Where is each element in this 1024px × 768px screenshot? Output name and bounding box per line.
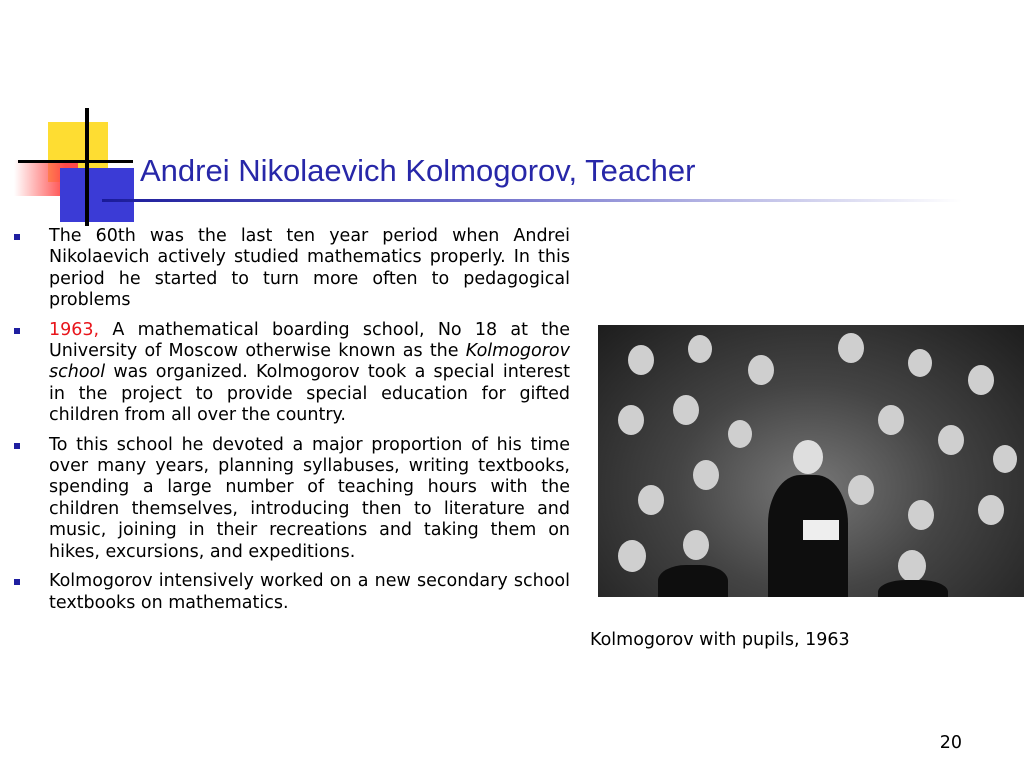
bullet-item (10, 571, 570, 614)
decoration-horizontal-line (18, 160, 133, 163)
page-number: 20 (939, 733, 962, 753)
square-bullet-icon (14, 579, 20, 585)
bullet-item (10, 320, 570, 427)
title-underline (102, 199, 962, 202)
photo-caption: Kolmogorov with pupils, 1963 (590, 630, 850, 650)
square-bullet-icon (14, 443, 20, 449)
square-bullet-icon (14, 328, 20, 334)
bullet-text: The 60th was the last ten year period when Andrei Nikolaevich actively studied mathematics properly. In this period he started to turn more often to pedagogical problems (49, 226, 570, 311)
bullet-text: Kolmogorov intensively worked on a new secondary school textbooks on mathematics. (49, 571, 570, 613)
square-bullet-icon (14, 234, 20, 240)
bullet-text: A mathematical boarding school, No 18 at the University of Moscow otherwise known as the (49, 319, 570, 362)
slide-logo-decoration (0, 0, 140, 230)
decoration-vertical-line (85, 108, 89, 226)
blue-square (60, 168, 134, 222)
bullet-item (10, 435, 570, 563)
kolmogorov-pupils-photo (598, 325, 1024, 597)
bullet-text: To this school he devoted a major proportion of his time over many years, planning syllabuses, writing textbooks, spending a large number of teaching hours with the children themselves, introducing then to literature and music, joining in their recreations and taking them on hikes, excursions, and expeditions. (49, 434, 570, 562)
slide-title: Andrei Nikolaevich Kolmogorov, Teacher (140, 153, 696, 188)
bullet-text: was organized. Kolmogorov took a special interest in the project to provide special education for gifted children from all over the country. (49, 362, 570, 426)
bullet-highlight-year: 1963, (49, 319, 100, 340)
bullet-item (10, 226, 570, 312)
bullet-list (10, 226, 570, 622)
bullet-italic-text: Kolmogorov school (49, 341, 570, 383)
